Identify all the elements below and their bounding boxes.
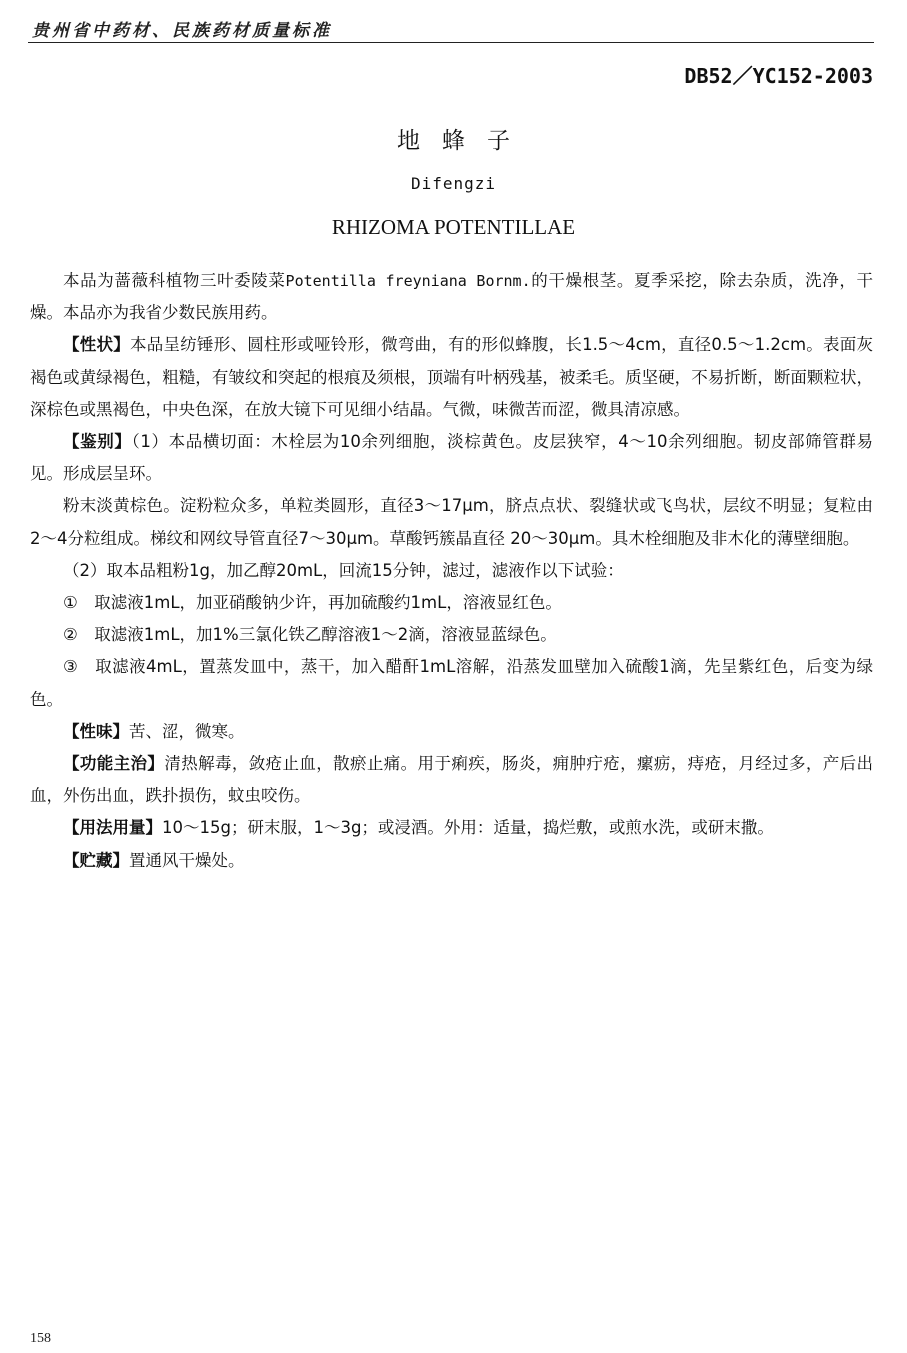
test-1-paragraph: ① 取滤液1mL，加亚硝酸钠少许，再加硫酸约1mL，溶液显红色。	[63, 593, 562, 613]
test-intro-paragraph: （2）取本品粗粉1g，加乙醇20mL，回流15分钟，滤过，滤液作以下试验：	[63, 560, 624, 580]
xingwei-paragraph	[30, 716, 873, 748]
header-title: 贵州省中药材、民族药材质量标准	[32, 21, 332, 41]
intro-text-b: 的干燥根茎。夏季采挖，除去杂质，洗净，干燥。本品亦为我省少数民族用药。	[30, 271, 874, 323]
intro-text-a: 本品为蔷薇科植物三叶委陵菜	[63, 271, 286, 290]
zhucang-paragraph	[30, 845, 873, 877]
yongfa-text: 10～15g；研末服，1～3g；或浸酒。外用：适量，捣烂敷，或煎水洗，或研末撒。	[162, 818, 774, 838]
gongneng-paragraph	[30, 748, 873, 812]
jianbie-paragraph	[30, 426, 873, 490]
zhucang-label: 【贮藏】	[63, 850, 129, 870]
gongneng-label: 【功能主治】	[63, 754, 165, 774]
xingwei-label: 【性味】	[63, 721, 129, 741]
page-header	[28, 12, 874, 43]
standard-code: DB52／YC152-2003	[684, 64, 873, 88]
jianbie-text: （1）本品横切面：木栓层为10余列细胞，淡棕黄色。皮层狭窄，4～10余列细胞。韧皮部筛管群易见。形成层呈环。	[30, 432, 873, 484]
xingwei-text: 苦、涩，微寒。	[129, 721, 245, 741]
gongneng-text: 清热解毒，敛疮止血，散瘀止痛。用于痢疾，肠炎，痈肿疔疮，瘰疬，痔疮，月经过多，产后出血，外伤出血，跌扑损伤，蚊虫咬伤。	[30, 754, 874, 806]
yongfa-paragraph	[30, 812, 873, 844]
powder-paragraph: 粉末淡黄棕色。淀粉粒众多，单粒类圆形，直径3～17μm，脐点点状、裂缝状或飞鸟状，层纹不明显；复粒由 2～4分粒组成。梯纹和网纹导管直径7～30μm。草酸钙簇晶直径 20～30μm。具木栓细胞及非木化的薄壁细胞。	[30, 496, 873, 548]
title-pinyin: Difengzi	[410, 174, 497, 193]
test-2-paragraph: ② 取滤液1mL，加1%三氯化铁乙醇溶液1～2滴，溶液显蓝绿色。	[63, 625, 557, 645]
xingzhuang-text: 本品呈纺锤形、圆柱形或哑铃形，微弯曲，有的形似蜂腹，长1.5～4cm，直径0.5～1.2cm。表面灰褐色或黄绿褐色，粗糙，有皱纹和突起的根痕及须根，顶端有叶柄残基，被柔毛。质坚硬，不易折断，断面颗粒状，深棕色或黑褐色，中央色深，在放大镜下可见细小结晶。气微，味微苦而涩，微具清凉感。	[30, 335, 874, 419]
title-latin: RHIZOMA POTENTILLAE	[331, 215, 576, 239]
xingzhuang-label: 【性状】	[63, 335, 130, 355]
monograph-body	[30, 265, 873, 877]
page-number: 158	[30, 1331, 51, 1346]
xingzhuang-paragraph	[30, 329, 873, 426]
intro-paragraph	[30, 265, 873, 329]
title-chinese: 地蜂子	[397, 128, 532, 154]
jianbie-label: 【鉴别】	[63, 432, 132, 452]
yongfa-label: 【用法用量】	[63, 818, 162, 838]
zhucang-text: 置通风干燥处。	[129, 850, 245, 870]
test-3-paragraph: ③ 取滤液4mL，置蒸发皿中，蒸干，加入醋酐1mL溶解，沿蒸发皿壁加入硫酸1滴，先呈紫红色，后变为绿色。	[30, 657, 873, 709]
intro-latin-name: Potentilla freyniana Bornm.	[285, 272, 531, 290]
